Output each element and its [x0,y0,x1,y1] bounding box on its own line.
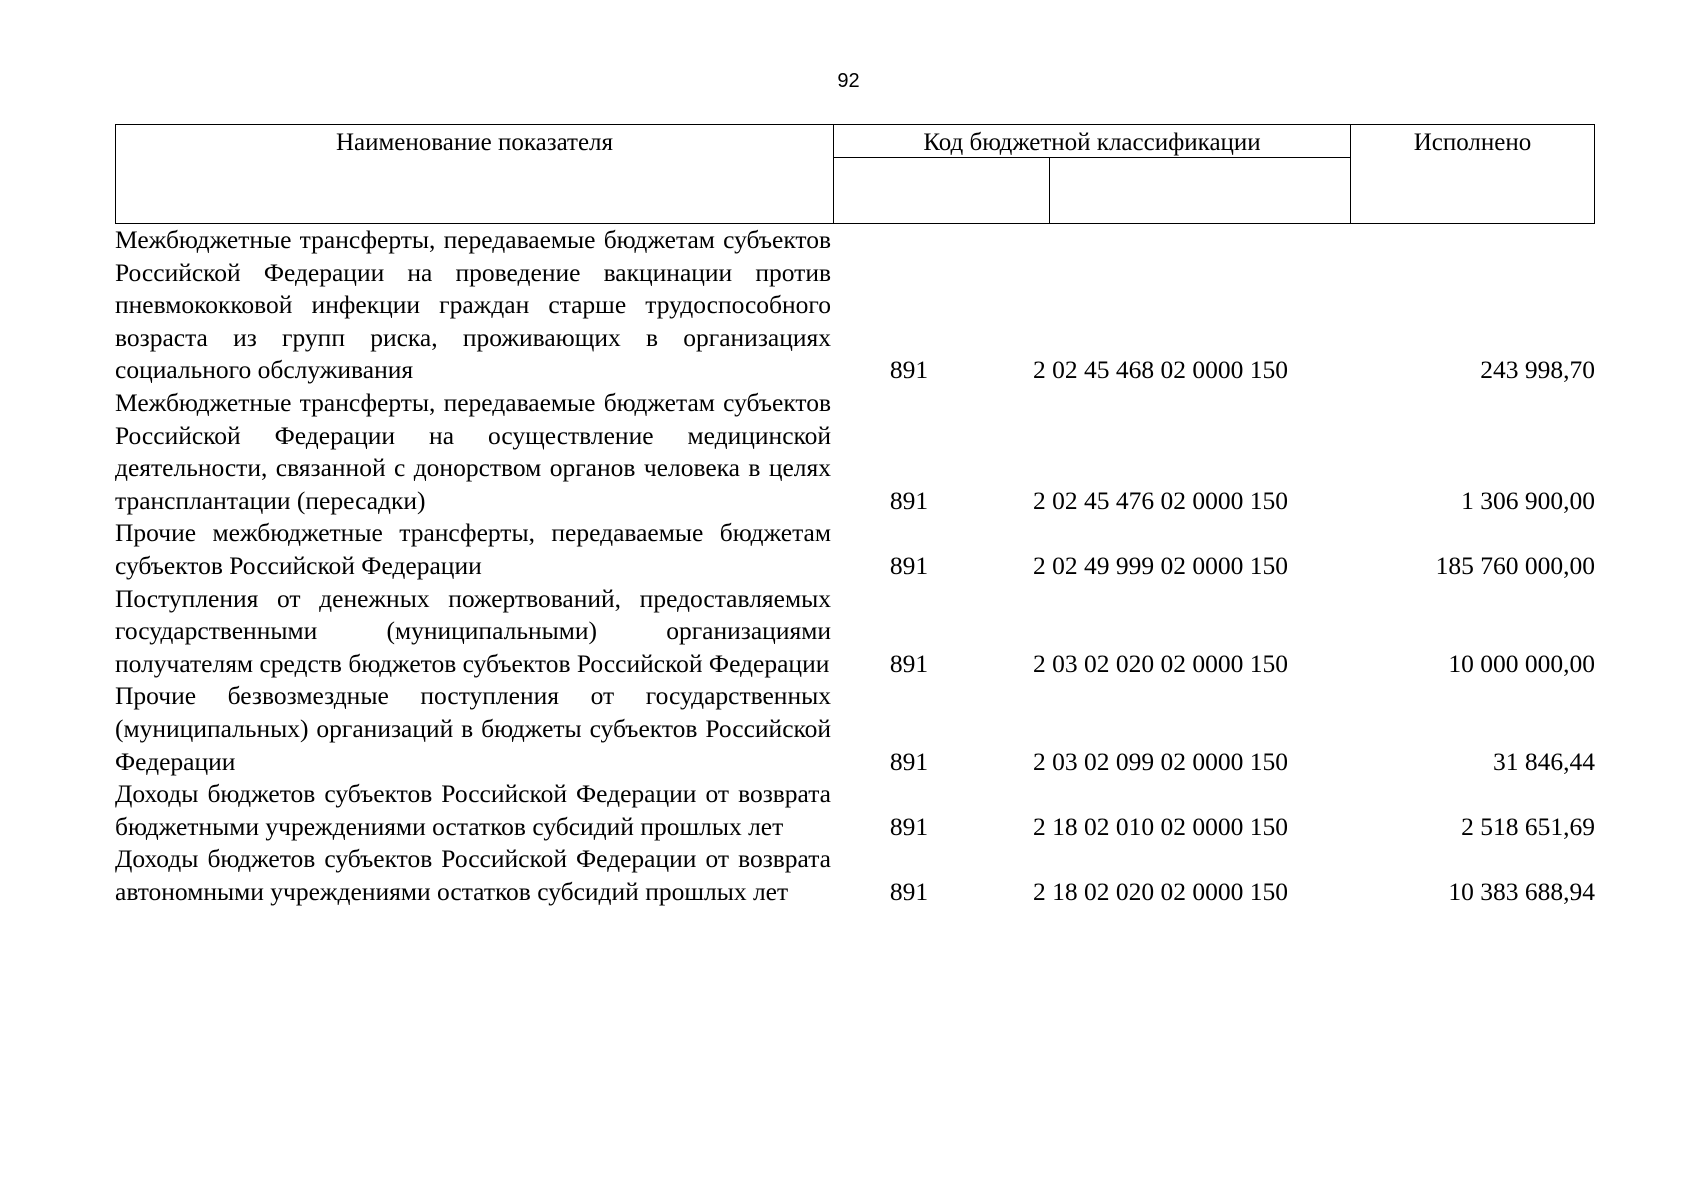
table-row [115,680,1595,778]
row-kbk: 2 03 02 099 02 0000 150 [1033,746,1288,776]
table-row [115,387,1595,517]
row-name: Межбюджетные трансферты, передаваемые бюджетам субъектов Российской Федерации на проведение вакцинации против пневмококковой инфекции граждан старше трудоспособного возраста из групп риска, проживающих в организациях социального обслуживания [115,225,831,385]
header-code-divider [834,157,1350,158]
row-amount: 185 760 000,00 [1435,550,1595,580]
row-name: Поступления от денежных пожертвований, предоставляемых государственными (муниципальными) организациями получателям средств бюджетов субъектов Российской Федерации [115,583,831,678]
row-admin-code: 891 [889,746,929,776]
row-amount: 31 846,44 [1493,746,1595,776]
row-amount: 243 998,70 [1480,355,1595,385]
row-name: Прочие безвозмездные поступления от государственных (муниципальных) организаций в бюджеты субъектов Российской Федерации [115,681,831,776]
header-code-split [1049,157,1050,223]
row-admin-code: 891 [889,485,929,515]
row-kbk: 2 02 49 999 02 0000 150 [1033,550,1288,580]
row-name: Межбюджетные трансферты, передаваемые бюджетам субъектов Российской Федерации на осуществление медицинской деятельности, связанной с донорством органов человека в целях трансплантации (пересадки) [115,387,831,515]
row-admin-code: 891 [889,876,929,906]
row-kbk: 2 03 02 020 02 0000 150 [1033,648,1288,678]
table-header [115,124,1595,224]
header-code-label: Код бюджетной классификации [923,129,1261,156]
row-amount: 10 383 688,94 [1448,876,1595,906]
row-admin-code: 891 [889,648,929,678]
row-admin-code: 891 [889,355,929,385]
row-name: Доходы бюджетов субъектов Российской Федерации от возврата автономными учреждениями остатков субсидий прошлых лет [115,844,831,906]
row-kbk: 2 02 45 476 02 0000 150 [1033,485,1288,515]
table-row [115,778,1595,843]
header-executed-cell [1351,125,1594,223]
table-body [115,224,1595,908]
header-executed-label: Исполнено [1413,129,1532,156]
row-amount: 1 306 900,00 [1461,485,1595,515]
row-amount: 10 000 000,00 [1448,648,1595,678]
row-name: Доходы бюджетов субъектов Российской Федерации от возврата бюджетными учреждениями остатков субсидий прошлых лет [115,779,831,841]
row-name: Прочие межбюджетные трансферты, передаваемые бюджетам субъектов Российской Федерации [115,518,831,580]
header-code-cell [834,125,1351,223]
header-name-cell [116,125,834,223]
table-row [115,583,1595,681]
row-kbk: 2 02 45 468 02 0000 150 [1033,355,1288,385]
row-admin-code: 891 [889,811,929,841]
table-row [115,224,1595,387]
row-kbk: 2 18 02 010 02 0000 150 [1033,811,1288,841]
row-kbk: 2 18 02 020 02 0000 150 [1033,876,1288,906]
row-admin-code: 891 [889,550,929,580]
row-amount: 2 518 651,69 [1461,811,1595,841]
table-row [115,843,1595,908]
header-name-label: Наименование показателя [335,129,614,156]
table-row [115,517,1595,582]
page-number: 92 [837,70,860,92]
